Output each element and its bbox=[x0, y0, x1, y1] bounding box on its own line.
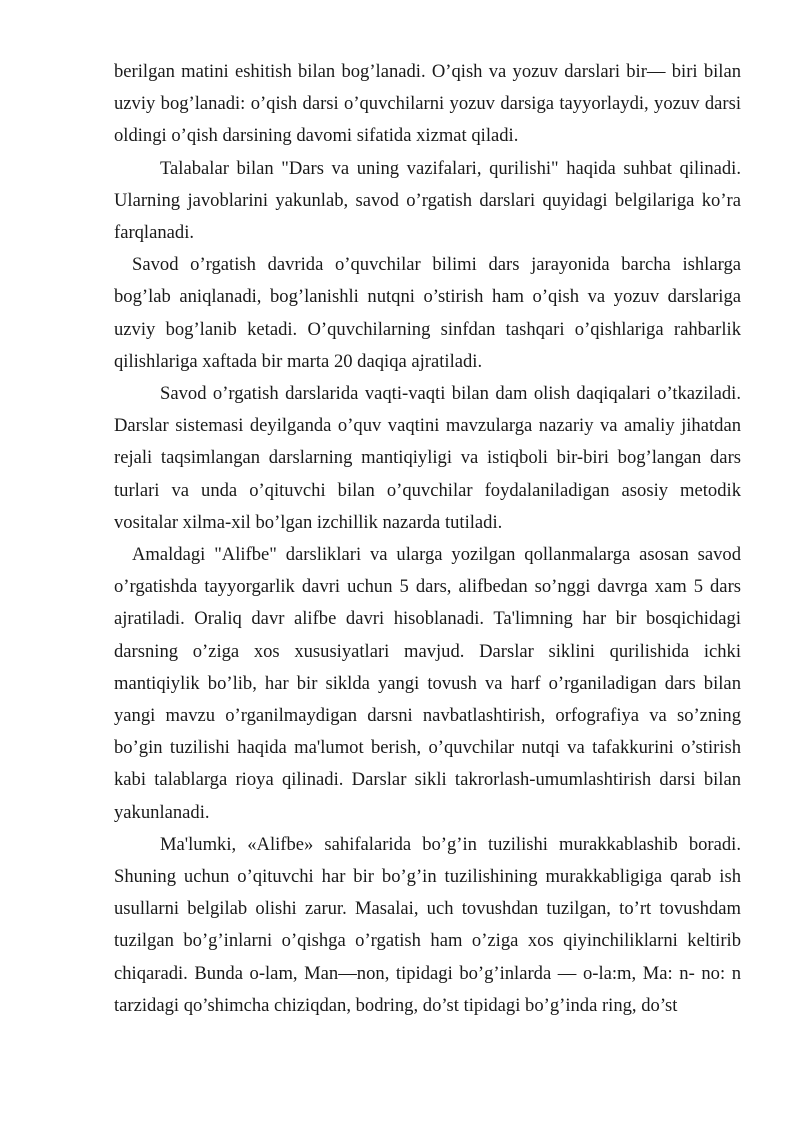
paragraph-1: berilgan matini eshitish bilan bog’lanadi. O’qish va yozuv darslari bir— biri bilan uzviy bog’lanadi: o’qish darsi o’quvchilarni yozuv darsiga tayyorlaydi, yozuv darsi oldingi o’qish darsining davomi sifatida xizmat qiladi. bbox=[114, 61, 741, 147]
paragraph-6: Ma'lumki, «Alifbe» sahifalarida bo’g’in tuzilishi murakkablashib boradi. Shuning uchun o’qituvchi har bir bo’g’in tuzilishining murakkabligiga qarab ish usullarni belgilab olishi zarur. Masalai, uch tovushdan tuzilgan, to’rt tovushdam tuzilgan bo’g’inlarni o’qishga o’rgatish ham o’ziga xos qiyinchiliklarni keltirib chiqaradi. Bunda o-lam, Man—non, tipidagi bo’g’inlarda — o-la:m, Ma: n- no: n tarzidagi qo’shimcha chiziqdan, bodring, do’st tipidagi bo’g’inda ring, do’st bbox=[114, 833, 741, 1016]
paragraph-2: Talabalar bilan "Dars va uning vazifalari, qurilishi" haqida suhbat qilinadi. Ularning javoblarini yakunlab, savod o’rgatish darslari quyidagi belgilariga ko’ra farqlanadi. bbox=[114, 157, 741, 244]
paragraph-4: Savod o’rgatish darslarida vaqti-vaqti bilan dam olish daqiqalari o’tkaziladi. Darslar sistemasi deyilganda o’quv vaqtini mavzularga nazariy va amaliy jihatdan rejali taqsimlangan darslarning mantiqiyligi va istiqboli bir-biri bog’langan dars turlari va unda o’qituvchi bilan o’quvchilar foydalaniladigan asosiy metodik vositalar xilma-xil bo’lgan izchillik nazarda tutiladi. bbox=[114, 383, 741, 533]
document-page bbox=[114, 56, 741, 1022]
paragraph-5: Amaldagi "Alifbe" darsliklari va ularga yozilgan qollanmalarga asosan savod o’rgatishda tayyorgarlik davri uchun 5 dars, alifbedan so’nggi davrga xam 5 dars ajratiladi. Oraliq davr alifbe davri hisoblanadi. Ta'limning har bir bosqichidagi darsning o’ziga xos xususiyatlari mavjud. Darslar siklini qurilishida ichki mantiqiylik bo’lib, har bir siklda yangi tovush va harf o’rganiladigan dars bilan yangi mavzu o’rganilmaydigan darsni navbatlashtirish, orfografiya va so’zning bo’gin tuzilishi haqida ma'lumot berish, o’quvchilar nutqi va tafakkurini o’stirish kabi talablarga rioya qilinadi. Darslar sikli takrorlash-umumlashtirish darsi bilan yakunlanadi. bbox=[114, 544, 741, 823]
paragraph-3: Savod o’rgatish davrida o’quvchilar bilimi dars jarayonida barcha ishlarga bog’lab aniqlanadi, bog’lanishli nutqni o’stirish ham o’qish va yozuv darslariga uzviy bog’lanib ketadi. O’quvchilarning sinfdan tashqari o’qishlariga rahbarlik qilishlariga xaftada bir marta 20 daqiqa ajratiladi. bbox=[114, 254, 741, 372]
